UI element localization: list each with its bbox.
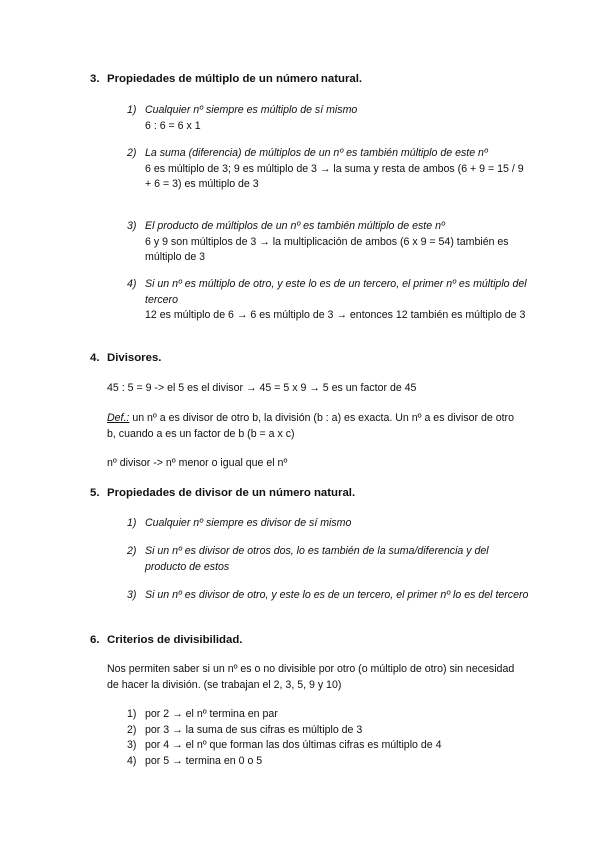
s5-property-1-number: 1) bbox=[127, 517, 137, 529]
s6-rule-1 bbox=[127, 707, 527, 723]
section-6-title: Criterios de divisibilidad. bbox=[107, 634, 243, 646]
s3-property-3-example: 6 y 9 son múltiplos de 3 → la multiplicación de ambos (6 x 9 = 54) también es múltiplo de 3 bbox=[145, 235, 509, 263]
s3-property-2 bbox=[127, 146, 532, 193]
section-6-number: 6. bbox=[90, 634, 100, 646]
s3-property-3-claim: El producto de múltiplos de un nº es también múltiplo de este nº bbox=[145, 220, 445, 232]
s3-property-4-claim: Si un nº es múltiplo de otro, y este lo es de un tercero, el primer nº es múltiplo del tercero bbox=[145, 278, 527, 306]
section-4-number: 4. bbox=[90, 352, 100, 364]
section-4-title: Divisores. bbox=[107, 352, 162, 364]
s3-property-4-number: 4) bbox=[127, 278, 137, 290]
section-3-title: Propiedades de múltiplo de un número natural. bbox=[107, 73, 363, 85]
section-4-heading bbox=[90, 351, 161, 367]
section-5-title: Propiedades de divisor de un número natural. bbox=[107, 487, 356, 499]
s5-property-2-number: 2) bbox=[127, 545, 137, 557]
s6-rule-4 bbox=[127, 754, 527, 770]
s5-property-3-claim: Si un nº es divisor de otro, y este lo es de un tercero, el primer nº lo es del tercero bbox=[145, 589, 529, 601]
section-3-heading bbox=[90, 72, 362, 88]
s6-rule-1-text: por 2 → el nº termina en par bbox=[145, 708, 278, 720]
s4-definition-text: un nº a es divisor de otro b, la división (b : a) es exacta. Un nº a es divisor de otro b, cuando a es un factor de b (b = a x c) bbox=[107, 412, 514, 440]
s4-definition bbox=[107, 411, 517, 442]
s6-rule-2-text: por 3 → la suma de sus cifras es múltiplo de 3 bbox=[145, 723, 363, 736]
section-6-heading bbox=[90, 633, 242, 649]
s5-property-1-claim: Cualquier nº siempre es divisor de sí mismo bbox=[145, 517, 352, 529]
s3-property-4-example: 12 es múltiplo de 6 → 6 es múltiplo de 3 → entonces 12 también es múltiplo de 3 bbox=[145, 309, 526, 321]
s3-property-3-number: 3) bbox=[127, 220, 137, 232]
s6-rule-3-text: por 4 → el nº que forman las dos últimas cifras es múltiplo de 4 bbox=[145, 739, 442, 751]
s5-property-1 bbox=[127, 516, 532, 532]
s3-property-2-example: 6 es múltiplo de 3; 9 es múltiplo de 3 → la suma y resta de ambos (6 + 9 = 15 / 9 + 6 = 3) es múltiplo de 3 bbox=[145, 162, 524, 190]
s6-rules-list bbox=[127, 707, 527, 769]
s5-property-2 bbox=[127, 544, 532, 575]
s3-property-2-number: 2) bbox=[127, 147, 137, 159]
section-3-number: 3. bbox=[90, 73, 100, 85]
s5-property-3 bbox=[127, 588, 532, 604]
s6-rule-3-number: 3) bbox=[127, 739, 137, 751]
s3-property-1-example: 6 : 6 = 6 x 1 bbox=[145, 119, 201, 132]
section-5-number: 5. bbox=[90, 487, 100, 499]
s6-rule-2-number: 2) bbox=[127, 723, 137, 736]
s3-property-1-claim: Cualquier nº siempre es múltiplo de sí mismo bbox=[145, 104, 358, 116]
s4-example-line: 45 : 5 = 9 -> el 5 es el divisor → 45 = 5 x 9 → 5 es un factor de 45 bbox=[107, 382, 417, 394]
s3-property-2-claim: La suma (diferencia) de múltiplos de un nº es también múltiplo de este nº bbox=[145, 147, 488, 159]
s6-intro: Nos permiten saber si un nº es o no divisible por otro (o múltiplo de otro) sin necesidad de hacer la división. (se trabajan el 2, 3, 5, 9 y 10) bbox=[107, 663, 515, 691]
s4-definition-label: Def.: bbox=[107, 412, 130, 424]
s6-rule-2 bbox=[127, 723, 527, 739]
s3-property-1 bbox=[127, 103, 532, 134]
s3-property-4 bbox=[127, 277, 532, 324]
s6-rule-4-number: 4) bbox=[127, 754, 137, 767]
s6-rule-1-number: 1) bbox=[127, 708, 137, 720]
section-5-heading bbox=[90, 486, 355, 502]
s5-property-2-claim: Si un nº es divisor de otros dos, lo es también de la suma/diferencia y del producto de estos bbox=[145, 545, 489, 573]
s6-rule-3 bbox=[127, 738, 527, 754]
s5-property-3-number: 3) bbox=[127, 589, 137, 601]
s3-property-3 bbox=[127, 219, 532, 266]
s4-note: nº divisor -> nº menor o igual que el nº bbox=[107, 457, 288, 469]
s6-rule-4-text: por 5 → termina en 0 o 5 bbox=[145, 754, 263, 767]
s3-property-1-number: 1) bbox=[127, 104, 137, 116]
